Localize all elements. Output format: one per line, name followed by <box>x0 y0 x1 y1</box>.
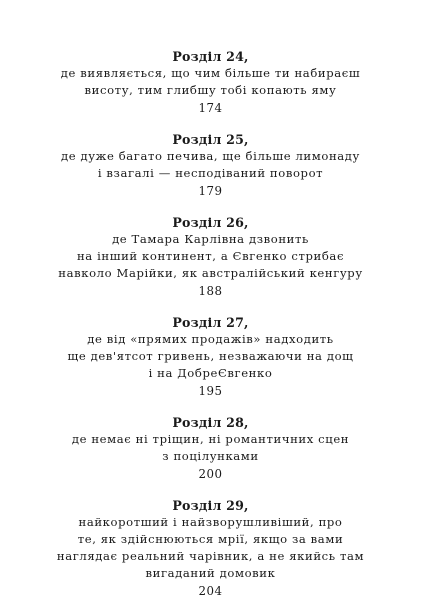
chapter-description-line: на інший континент, а Євгенко стрибає <box>76 249 345 263</box>
toc-entry-chapter-26 <box>0 214 421 300</box>
chapter-page-number: 195 <box>198 384 223 398</box>
chapter-description-line: де дуже багато печива, ще більше лимонаду <box>61 149 360 163</box>
table-of-contents <box>0 48 421 614</box>
chapter-description-line: те, як здійснюються мрії, якщо за вами <box>77 532 344 546</box>
chapter-heading: Розділ 29, <box>172 498 249 513</box>
chapter-heading: Розділ 27, <box>172 315 249 330</box>
chapter-page-number: 200 <box>198 467 223 481</box>
chapter-description-line: з поцілунками <box>162 449 259 463</box>
chapter-page-number: 179 <box>198 184 223 198</box>
chapter-description-line: де Тамара Карлівна дзвонить <box>112 232 309 246</box>
toc-entry-chapter-27 <box>0 314 421 400</box>
chapter-description-line: висоту, тим глибшу тобі копають яму <box>84 83 337 97</box>
chapter-description-line: вигаданий домовик <box>145 566 276 580</box>
chapter-description-line: де немає ні тріщин, ні романтичних сцен <box>71 432 350 446</box>
chapter-description-line: найкоротший і найзворушливіший, про <box>78 515 343 529</box>
chapter-description-line: наглядає реальний чарівник, а не якийсь там <box>56 549 365 563</box>
chapter-description-line: де виявляється, що чим більше ти набираєш <box>60 66 361 80</box>
chapter-description-line: і взагалі — несподіваний поворот <box>97 166 324 180</box>
chapter-heading: Розділ 24, <box>172 49 249 64</box>
chapter-description-line: ще дев'ятсот гривень, незважаючи на дощ <box>67 349 354 363</box>
chapter-description-line: де від «прямих продажів» надходить <box>87 332 334 346</box>
chapter-page-number: 204 <box>198 584 223 598</box>
chapter-description-line: і на ДобреЄвгенко <box>148 366 273 380</box>
chapter-page-number: 188 <box>198 284 223 298</box>
toc-entry-chapter-25 <box>0 131 421 200</box>
chapter-heading: Розділ 26, <box>172 215 249 230</box>
chapter-heading: Розділ 25, <box>172 132 249 147</box>
toc-entry-chapter-29 <box>0 497 421 600</box>
toc-entry-chapter-28 <box>0 414 421 483</box>
chapter-page-number: 174 <box>198 101 223 115</box>
chapter-description-line: навколо Марійки, як австралійський кенгуру <box>58 266 363 280</box>
toc-entry-chapter-24 <box>0 48 421 117</box>
chapter-heading: Розділ 28, <box>172 415 249 430</box>
